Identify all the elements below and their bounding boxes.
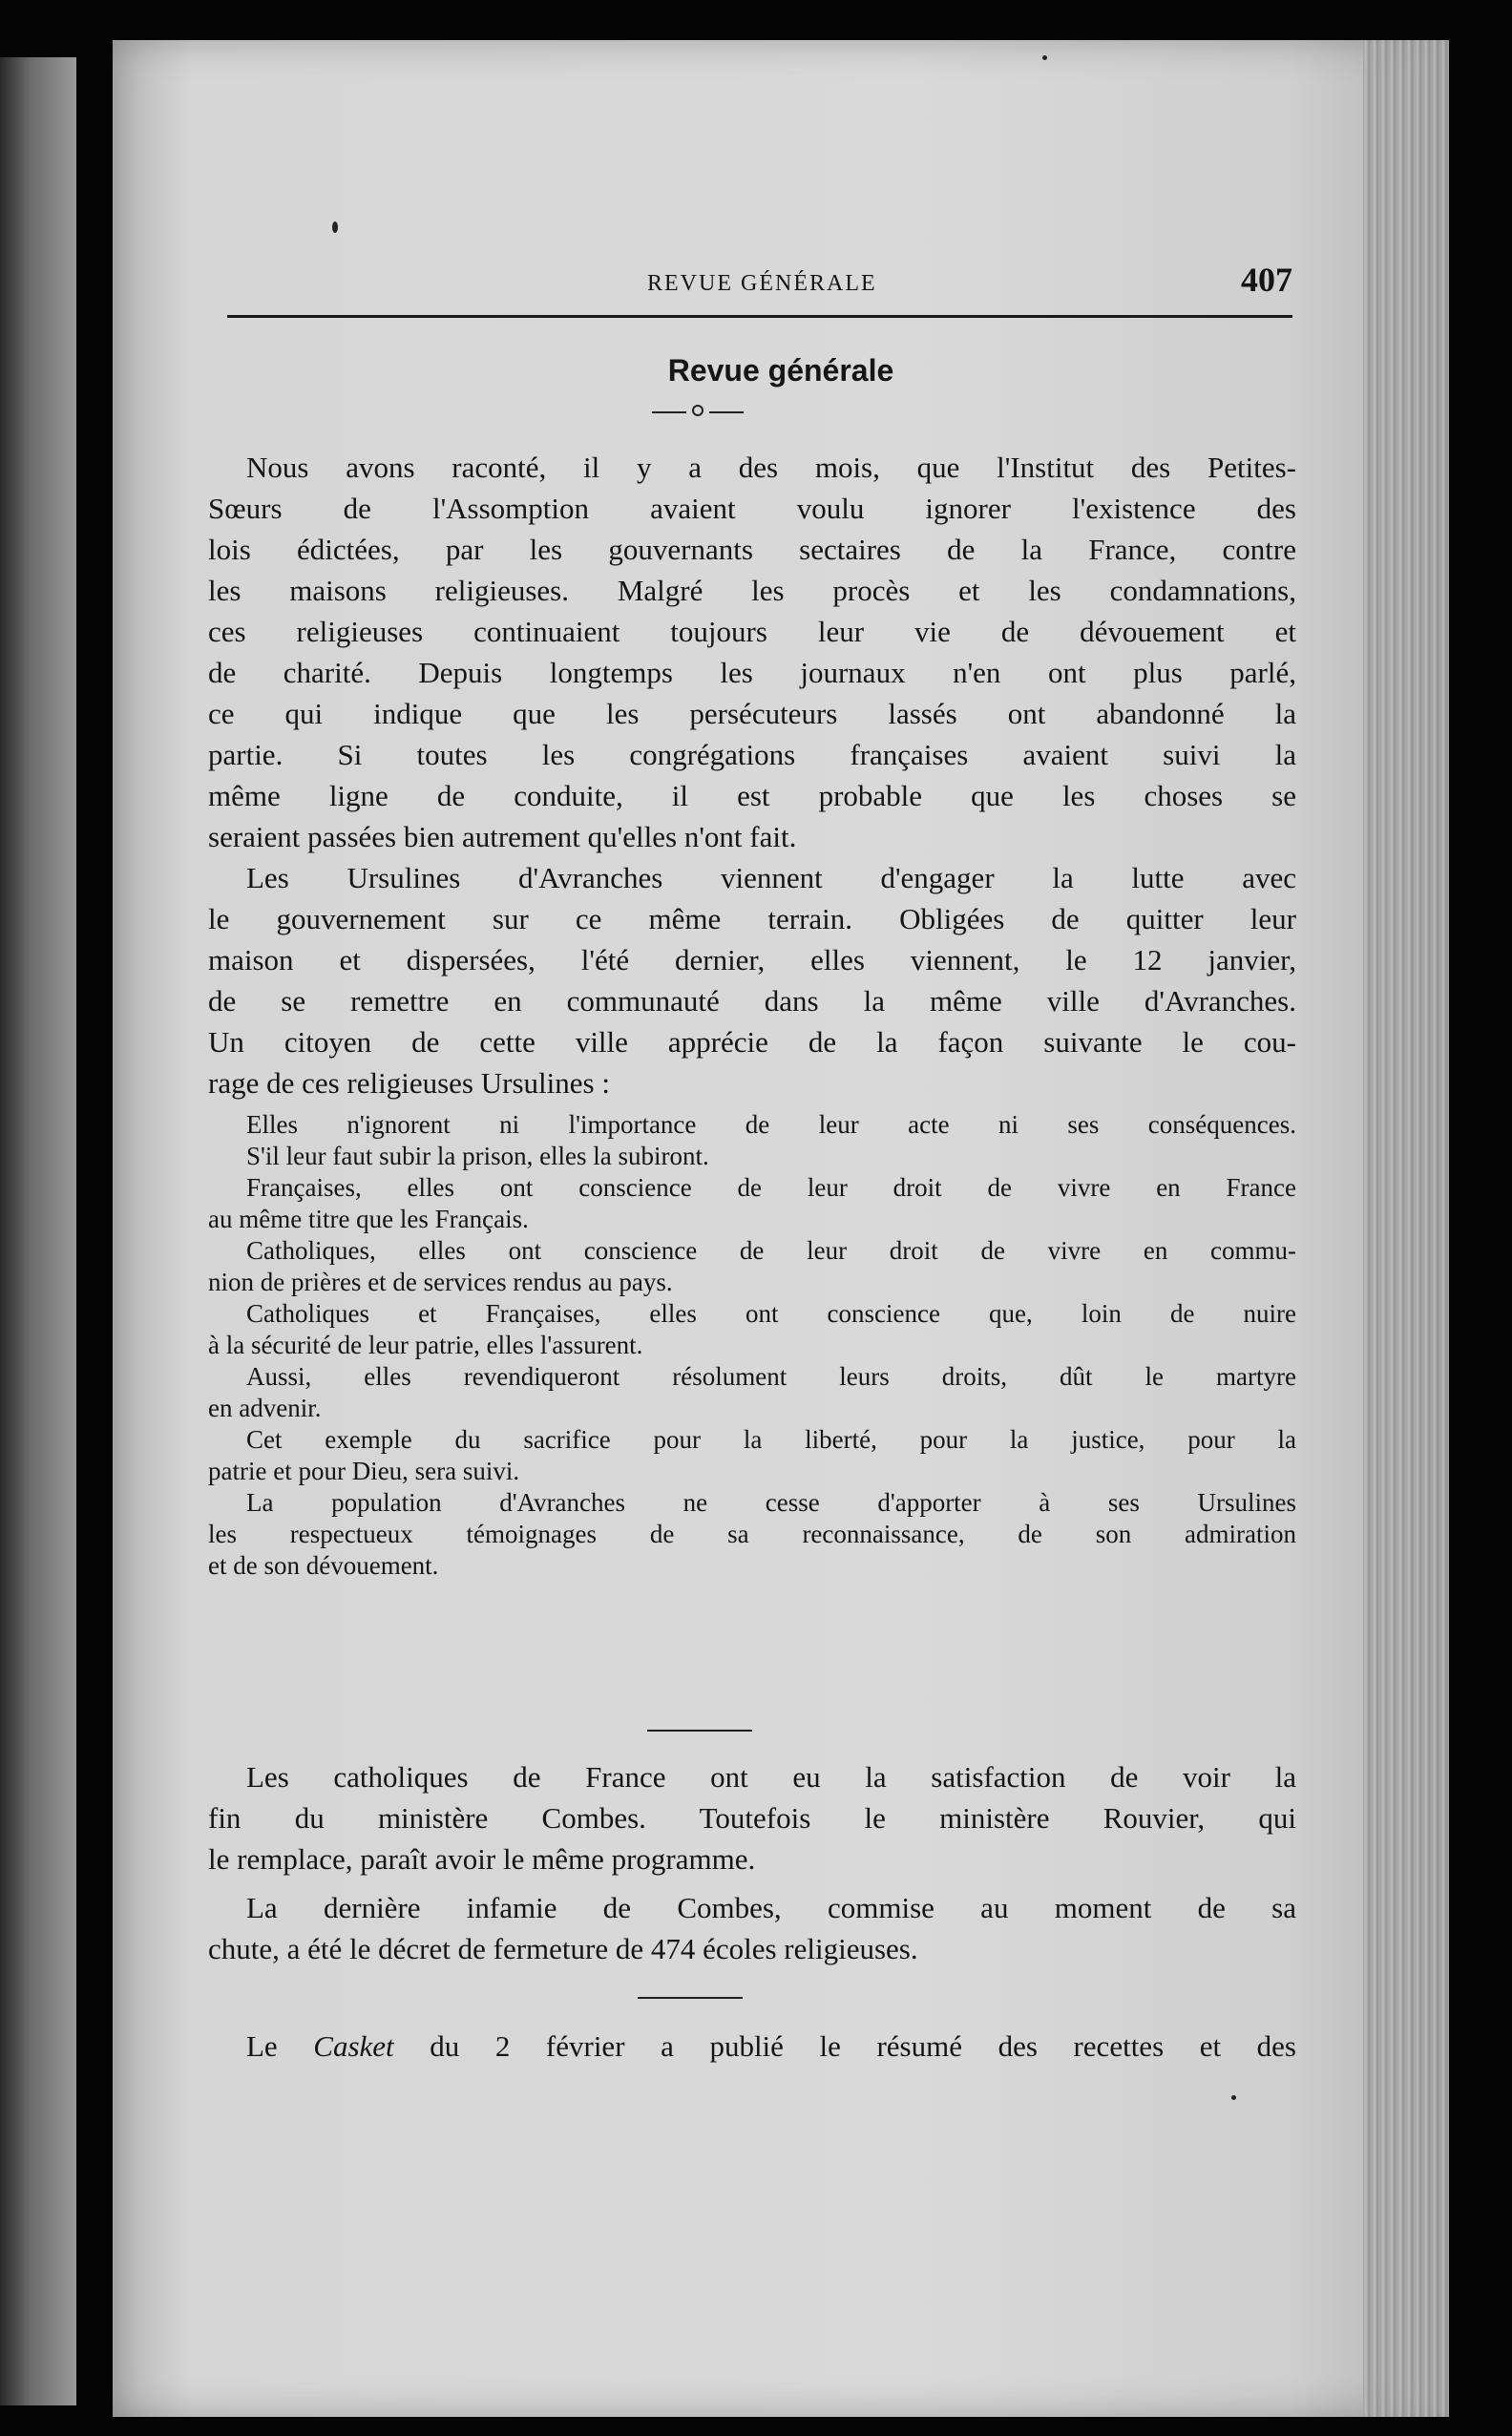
section-divider [647, 1730, 752, 1732]
paragraph-4 [208, 1887, 1296, 1969]
text-line: Un citoyen de cette ville apprécie de la façon suivante le cou- [208, 1025, 1296, 1059]
quote-line: les respectueux témoignages de sa reconnaissance, de son admiration [208, 1520, 1296, 1548]
quote-line: La population d'Avranches ne cesse d'apporter à ses Ursulines [246, 1488, 1296, 1517]
quote-line: et de son dévouement. [208, 1551, 439, 1580]
book-page [113, 40, 1449, 2417]
paragraph-3 [208, 1756, 1296, 1880]
running-title: REVUE GÉNÉRALE [647, 271, 877, 296]
text-line: les maisons religieuses. Malgré les procès et les condamnations, [208, 574, 1296, 607]
text-line: de se remettre en communauté dans la même ville d'Avranches. [208, 984, 1296, 1018]
quote-line: nion de prières et de services rendus au pays. [208, 1268, 673, 1296]
text-line: maison et dispersées, l'été dernier, elles viennent, le 12 janvier, [208, 943, 1296, 976]
text-run: Le [246, 2029, 314, 2063]
text-line: Les catholiques de France ont eu la satisfaction de voir la [246, 1760, 1296, 1794]
text-line: chute, a été le décret de fermeture de 474 écoles religieuses. [208, 1932, 918, 1965]
paragraph-5 [208, 2026, 1296, 2067]
quote-line: à la sécurité de leur patrie, elles l'assurent. [208, 1331, 643, 1359]
text-line: lois édictées, par les gouvernants sectaires de la France, contre [208, 533, 1296, 566]
quoted-block [208, 1109, 1296, 1582]
text-line: Sœurs de l'Assomption avaient voulu ignorer l'existence des [208, 492, 1296, 525]
text-line: Les Ursulines d'Avranches viennent d'engager la lutte avec [246, 861, 1296, 894]
text-line: de charité. Depuis longtemps les journaux n'en ont plus parlé, [208, 656, 1296, 689]
scan-speck [1042, 55, 1047, 60]
quote-line: Cet exemple du sacrifice pour la liberté, pour la justice, pour la [246, 1425, 1296, 1454]
scan-speck [332, 221, 338, 233]
text-line: seraient passées bien autrement qu'elles n'ont fait. [208, 820, 797, 853]
quote-line: en advenir. [208, 1394, 322, 1422]
quote-line: Elles n'ignorent ni l'importance de leur acte ni ses conséquences. [246, 1110, 1296, 1139]
page-number: 407 [1241, 261, 1292, 299]
paragraph-1 [208, 447, 1296, 857]
publication-title: Casket [313, 2029, 394, 2063]
text-line: le remplace, paraît avoir le même programme. [208, 1842, 756, 1876]
quote-line: Françaises, elles ont conscience de leur droit de vivre en France [246, 1173, 1296, 1202]
paragraph-2 [208, 857, 1296, 1103]
previous-page-edge [0, 57, 76, 2405]
text-run: du 2 février a publié le résumé des recettes et des [393, 2029, 1296, 2063]
page-stack-edges [1363, 40, 1449, 2417]
quote-line: au même titre que les Français. [208, 1205, 529, 1233]
section-title: Revue générale [667, 353, 894, 388]
quote-line: patrie et pour Dieu, sera suivi. [208, 1457, 520, 1485]
quote-line: Catholiques, elles ont conscience de leur droit de vivre en commu- [246, 1236, 1296, 1265]
text-line: ces religieuses continuaient toujours leur vie de dévouement et [208, 615, 1296, 648]
quote-line: S'il leur faut subir la prison, elles la subiront. [246, 1142, 709, 1170]
scan-speck [1231, 2095, 1236, 2100]
text-line: partie. Si toutes les congrégations françaises avaient suivi la [208, 738, 1296, 771]
title-ornament [652, 401, 747, 420]
text-line: ce qui indique que les persécuteurs lassés ont abandonné la [208, 697, 1296, 730]
text-line: le gouvernement sur ce même terrain. Obligées de quitter leur [208, 902, 1296, 935]
quote-line: Aussi, elles revendiqueront résolument leurs droits, dût le martyre [246, 1362, 1296, 1391]
text-line: Nous avons raconté, il y a des mois, que l'Institut des Petites- [246, 451, 1296, 484]
text-line: fin du ministère Combes. Toutefois le ministère Rouvier, qui [208, 1801, 1296, 1835]
text-line [208, 2026, 1296, 2067]
running-header [227, 261, 1292, 318]
section-divider [638, 1997, 743, 1999]
text-line: rage de ces religieuses Ursulines : [208, 1066, 610, 1100]
text-line: La dernière infamie de Combes, commise au moment de sa [246, 1891, 1296, 1924]
quote-line: Catholiques et Françaises, elles ont conscience que, loin de nuire [246, 1299, 1296, 1328]
text-line: même ligne de conduite, il est probable que les choses se [208, 779, 1296, 812]
